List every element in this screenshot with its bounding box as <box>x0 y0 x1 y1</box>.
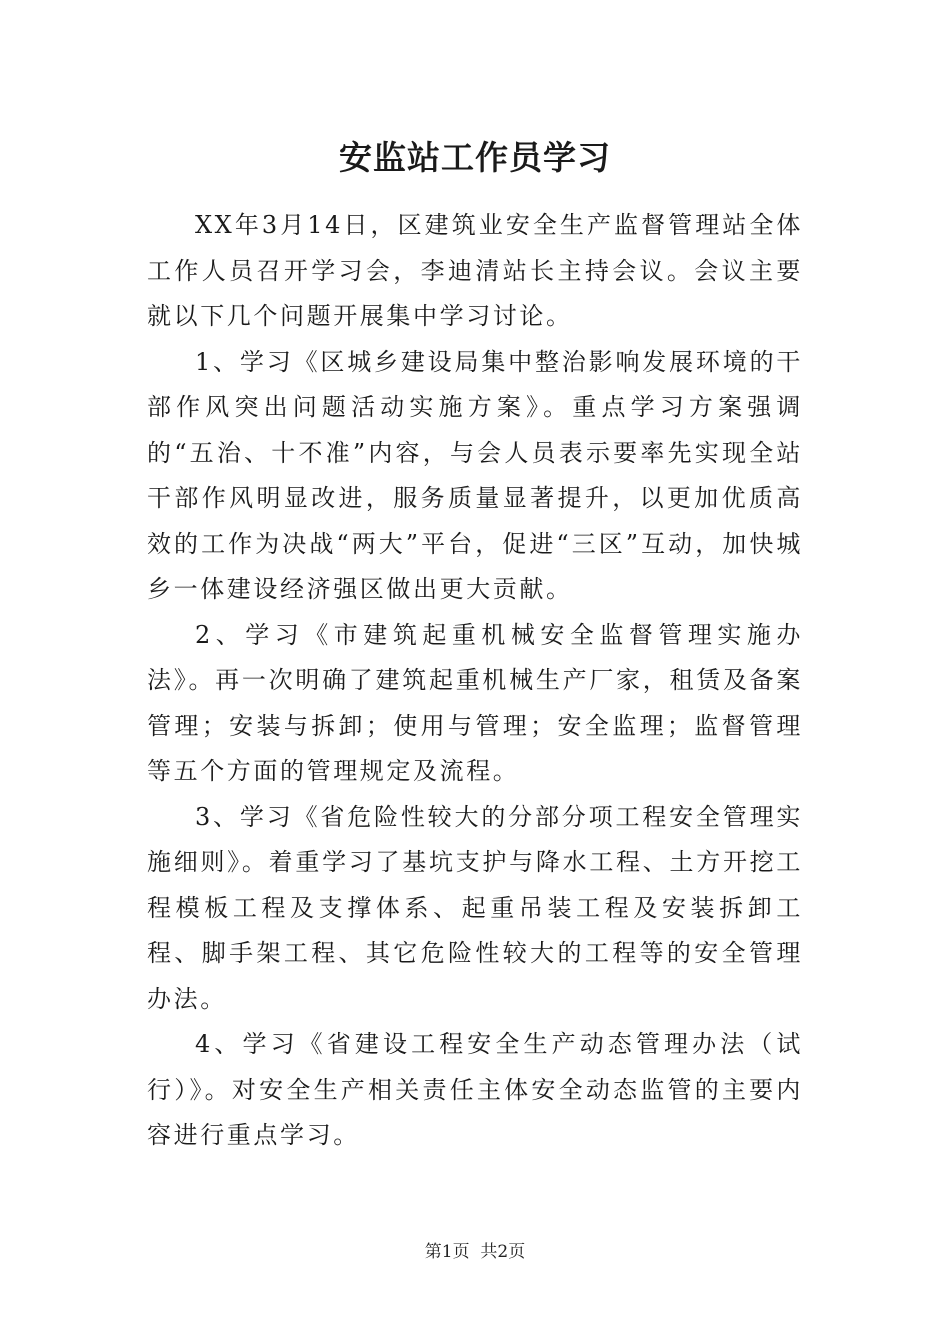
document-body <box>147 203 803 1159</box>
page-number: 第1页 <box>424 1242 470 1262</box>
item-1-paragraph: 1、学习《区城乡建设局集中整治影响发展环境的干部作风突出问题活动实施方案》。重点学习方案强调的“五治、十不准”内容，与会人员表示要率先实现全站干部作风明显改进，服务质量显著提升，以更加优质高效的工作为决战“两大”平台，促进“三区”互动，加快城乡一体建设经济强区做出更大贡献。 <box>147 347 803 603</box>
item-2-paragraph: 2、学习《市建筑起重机械安全监督管理实施办法》。再一次明确了建筑起重机械生产厂家，租赁及备案管理；安装与拆卸；使用与管理；安全监理；监督管理等五个方面的管理规定及流程。 <box>147 620 803 785</box>
item-4-paragraph: 4、学习《省建设工程安全生产动态管理办法（试行）》。对安全生产相关责任主体安全动态监管的主要内容进行重点学习。 <box>147 1030 803 1149</box>
item-3-paragraph: 3、学习《省危险性较大的分部分项工程安全管理实施细则》。着重学习了基坑支护与降水工程、土方开挖工程模板工程及支撑体系、起重吊装工程及安装拆卸工程、脚手架工程、其它危险性较大的工程等的安全管理办法。 <box>147 802 803 1013</box>
document-title: 安监站工作员学习 <box>339 138 611 177</box>
page-total: 共2页 <box>480 1242 526 1262</box>
page-footer <box>0 1240 950 1264</box>
intro-paragraph: XX年3月14日，区建筑业安全生产监督管理站全体工作人员召开学习会，李迪清站长主持会议。会议主要就以下几个问题开展集中学习讨论。 <box>147 211 803 330</box>
